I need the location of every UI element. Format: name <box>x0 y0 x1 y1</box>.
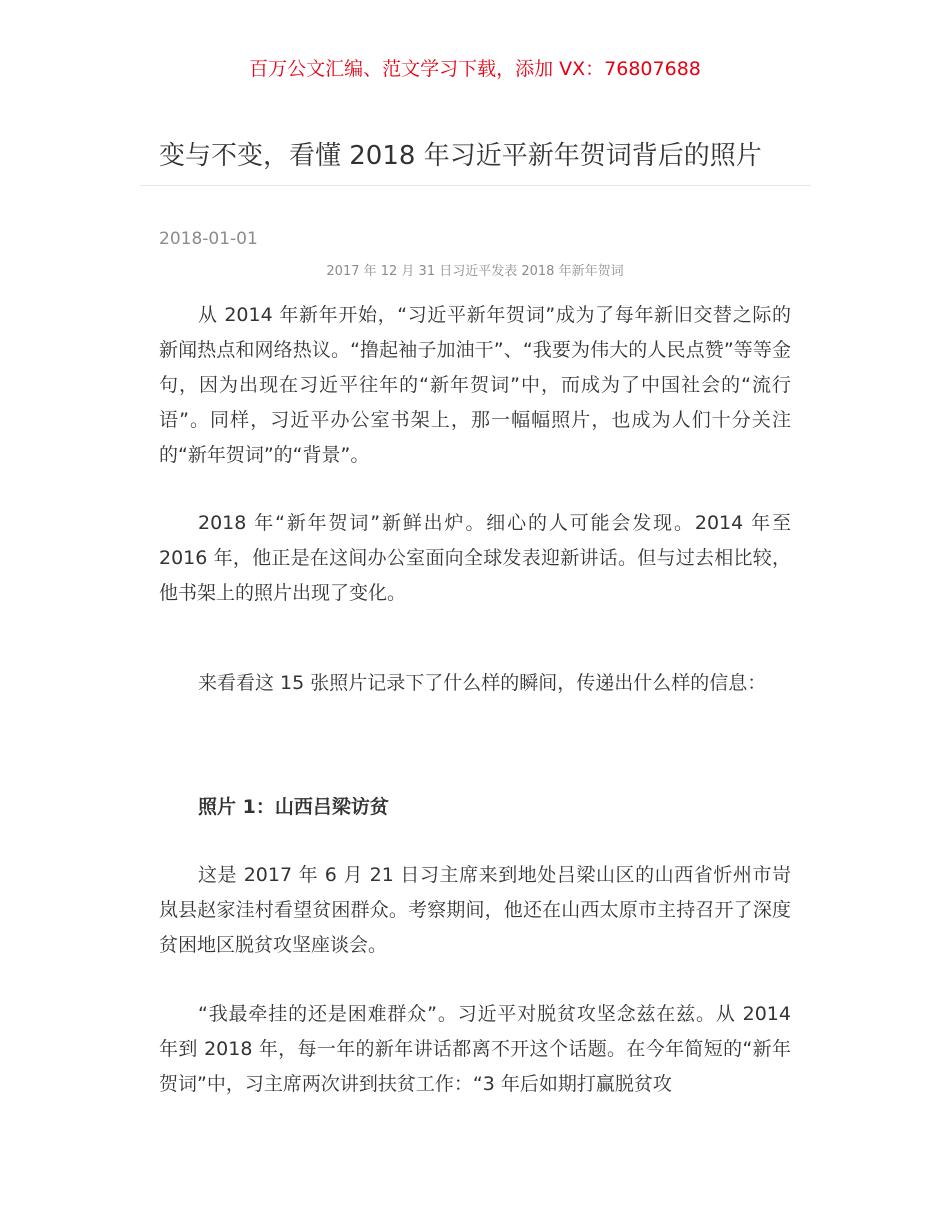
image-caption: 2017 年 12 月 31 日习近平发表 2018 年新年贺词 <box>326 264 624 279</box>
publish-date: 2018-01-01 <box>159 229 258 249</box>
paragraph-context: 2018 年“新年贺词”新鲜出炉。细心的人可能会发现。2014 年至 2016 年，他正是在这间办公室面向全球发表迎新讲话。但与过去相比较，他书架上的照片出现了变化。 <box>159 512 791 604</box>
title-divider <box>140 185 811 186</box>
promo-banner: 百万公文汇编、范文学习下载，添加 VX：76807688 <box>249 58 701 80</box>
paragraph-poverty-focus: “我最牵挂的还是困难群众”。习近平对脱贫攻坚念兹在兹。从 2014 年到 2018 年，每一年的新年讲话都离不开这个话题。在今年简短的“新年贺词”中，习主席两次讲到扶贫工作：“3 年后如期打赢脱贫攻 <box>159 1003 791 1095</box>
article-title: 变与不变，看懂 2018 年习近平新年贺词背后的照片 <box>159 141 762 171</box>
paragraph-lead-in: 来看看这 15 张照片记录下了什么样的瞬间，传递出什么样的信息： <box>198 672 767 694</box>
section-heading: 照片 1：山西吕梁访贫 <box>198 796 389 818</box>
paragraph-photo-description: 这是 2017 年 6 月 21 日习主席来到地处吕梁山区的山西省忻州市岢岚县赵家洼村看望贫困群众。考察期间，他还在山西太原市主持召开了深度贫困地区脱贫攻坚座谈会。 <box>159 864 791 956</box>
paragraph-intro: 从 2014 年新年开始，“习近平新年贺词”成为了每年新旧交替之际的新闻热点和网络热议。“撸起袖子加油干”、“我要为伟大的人民点赞”等等金句，因为出现在习近平往年的“新年贺词”中，而成为了中国社会的“流行语”。同样，习近平办公室书架上，那一幅幅照片，也成为人们十分关注的“新年贺词”的“背景”。 <box>159 304 791 466</box>
